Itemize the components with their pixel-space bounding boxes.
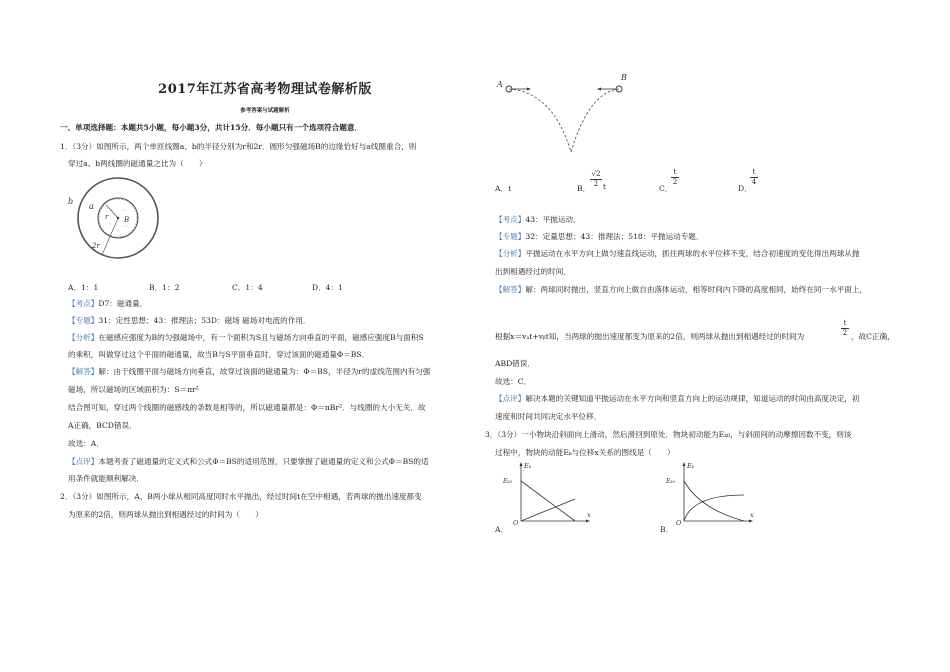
trajectory-b xyxy=(571,89,619,152)
q2-stem-line2: 为原来的2倍，则两球从抛出到相遇经过的时间为（ ） xyxy=(68,510,263,519)
q3-graph-b xyxy=(660,459,770,527)
svg-text:O: O xyxy=(676,519,682,527)
q2-jieda-line4: 故选：C． xyxy=(495,377,532,386)
q2-jieda-line2-end: ，故C正确， xyxy=(851,332,895,341)
page-subtitle: 参考答案与试题解析 xyxy=(240,108,290,114)
q1-dianping-line2: 用条件就能顺利解决． xyxy=(68,474,144,483)
q3-option-b: B． xyxy=(660,525,674,534)
label-B: B xyxy=(621,73,627,82)
q3-stem-line2: 过程中，物块的动能Eₖ与位移x关系的图线是（ ） xyxy=(495,448,675,457)
q2-option-a: A．t xyxy=(495,184,512,193)
svg-text:Eₖ₀: Eₖ₀ xyxy=(666,478,675,485)
q1-fenxi-line1: 【分析】在磁感应强度为B的匀强磁场中，有一个面积为S且与磁场方向垂直的平面，磁感应强度B与面积S xyxy=(68,333,424,342)
q1-option-d: D．4：1 xyxy=(312,283,343,292)
q1-stem-line2: 穿过a、b两线圈的磁通量之比为（ ） xyxy=(68,159,207,168)
label-a: a xyxy=(89,202,94,211)
q2-dianping-line1: 【点评】解决本题的关键知道平抛运动在水平方向和竖直方向上的运动规律，知道运动的时间由高度决定，初 xyxy=(495,394,860,403)
q2-option-d: D． xyxy=(738,184,752,193)
q2-jieda-fraction: t 2 xyxy=(842,319,848,337)
label-A: A xyxy=(497,80,503,89)
q3-graph-a xyxy=(495,459,605,527)
q2-option-b-fraction: √2 2 xyxy=(591,170,601,188)
q2-fenxi-line1: 【分析】平抛运动在水平方向上做匀速直线运动，抓住两球的水平位移不变，结合初速度的变化得出两球从抛 xyxy=(495,249,860,258)
q1-coil-figure xyxy=(62,172,172,262)
svg-text:Eₖ: Eₖ xyxy=(524,462,532,470)
svg-text:x: x xyxy=(587,511,591,519)
svg-text:O: O xyxy=(513,519,519,527)
q1-kaodian: 【考点】D7：磁通量． xyxy=(68,299,148,308)
section-heading: 一、单项选择题：本题共5小题，每小题3分，共计15分．每小题只有一个选项符合题意． xyxy=(60,123,363,132)
q1-dianping-line1: 【点评】本题考查了磁通量的定义式和公式Φ＝BS的适用范围，只要掌握了磁通量的定义和公式Φ＝BS的适 xyxy=(68,457,429,466)
q2-zhuanti: 【专题】32：定量思想；43：推理法；518：平抛运动专题． xyxy=(495,232,704,241)
q1-stem-line1: 1．（3分）如图所示，两个单匝线圈a、b的半径分别为r和2r．圆形匀强磁场B的边缘恰好与a线圈重合，则 xyxy=(60,142,417,151)
page-title: 2017年江苏省高考物理试卷解析版 xyxy=(158,82,372,97)
q2-projectile-figure xyxy=(493,72,643,158)
q2-jieda-line2: 根据x＝vₐt+vᵦt知，当两球的抛出速度都变为原来的2倍，则两球从抛出到相遇经过的时间为 xyxy=(495,332,805,341)
q2-option-c-fraction: t 2 xyxy=(672,168,678,186)
label-b: b xyxy=(68,197,74,206)
q3-stem-line1: 3．（3分）一小物块沿斜面向上滑动，然后滑回到原处．物块初动能为Eₖ₀，与斜面间的动摩擦因数不变，则该 xyxy=(485,430,852,439)
q1-jieda-line4: A正确，BCD错误． xyxy=(68,421,137,430)
q2-jieda-line3: ABD错误． xyxy=(495,359,535,368)
q2-jieda-line1: 【解答】解：两球同时抛出，竖直方向上做自由落体运动，相等时间内下降的高度相同，始终在同一水平面上， xyxy=(495,285,868,294)
q2-option-d-fraction: t 4 xyxy=(751,168,757,186)
q2-dianping-line2: 速度和时间共同决定水平位移． xyxy=(495,412,602,421)
label-B: B xyxy=(124,216,130,224)
q1-option-c: C．1：4 xyxy=(232,283,263,292)
q1-fenxi-line2: 的乘积，叫做穿过这个平面的磁通量，故当B与S平面垂直时，穿过该面的磁通量Φ＝BS． xyxy=(68,350,370,359)
graph-b-up-curve xyxy=(684,481,744,521)
q2-kaodian: 【考点】43：平抛运动． xyxy=(495,215,581,224)
svg-text:Eₖ: Eₖ xyxy=(687,462,695,470)
q1-jieda-line5: 故选：A． xyxy=(68,439,104,448)
svg-text:Eₖ₀: Eₖ₀ xyxy=(503,478,512,485)
q1-option-a: A．1：1 xyxy=(68,283,99,292)
q2-option-c: C． xyxy=(659,184,673,193)
q2-option-b: B． xyxy=(577,184,591,193)
q2-stem-line1: 2．（3分）如图所示，A、B两小球从相同高度同时水平抛出，经过时间t在空中相遇，若两球的抛出速度都变 xyxy=(60,492,422,501)
svg-text:x: x xyxy=(750,511,754,519)
graph-a-up-line xyxy=(521,481,575,521)
q3-option-a: A． xyxy=(495,525,509,534)
label-r: r xyxy=(105,213,109,221)
label-2r: 2r xyxy=(92,242,100,250)
q1-option-b: B．1：2 xyxy=(149,283,180,292)
q1-jieda-line2: 磁场，所以磁场的区域面积为：S＝πr² xyxy=(68,385,199,394)
q1-jieda-line1: 【解答】解：由于线圈平面与磁场方向垂直，故穿过该面的磁通量为：Φ＝BS，半径为r的虚线范围内有匀强 xyxy=(68,367,431,376)
q2-option-b-t: t xyxy=(603,183,606,191)
trajectory-a xyxy=(509,89,571,152)
q1-zhuanti: 【专题】31：定性思想；43：推理法；53D：磁场 磁场对电流的作用． xyxy=(68,316,311,325)
q1-jieda-line3: 结合图可知，穿过两个线圈的磁感线的条数是相等的，所以磁通量都是：Φ＝πBr²．与线圈的大小无关．故 xyxy=(68,403,426,412)
graph-a-down-line xyxy=(521,499,575,521)
q2-fenxi-line2: 出到相遇经过的时间． xyxy=(495,267,571,276)
graph-b-down-curve xyxy=(684,495,744,521)
